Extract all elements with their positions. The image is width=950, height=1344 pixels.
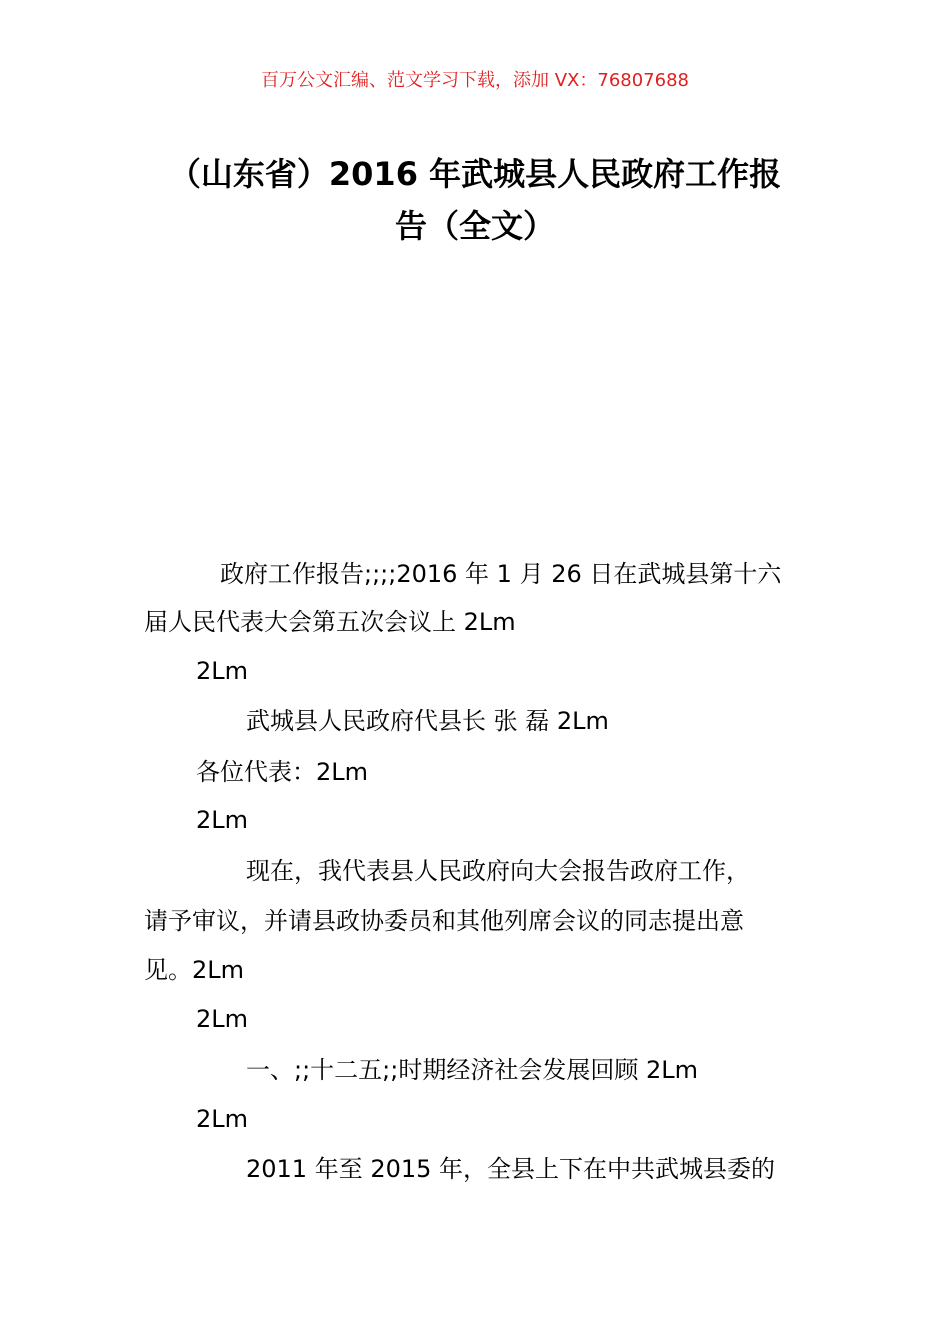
paragraph-line: 政府工作报告;;;;2016 年 1 月 26 日在武城县第十六 xyxy=(220,560,782,588)
section-heading: 一、;;十二五;;时期经济社会发展回顾 2Lm xyxy=(246,1056,698,1084)
paragraph-line: 2Lm xyxy=(196,1005,249,1033)
paragraph-line: 届人民代表大会第五次会议上 2Lm xyxy=(144,608,516,636)
paragraph-line: 2011 年至 2015 年，全县上下在中共武城县委的 xyxy=(246,1155,776,1183)
paragraph-line: 请予审议，并请县政协委员和其他列席会议的同志提出意 xyxy=(144,907,744,935)
document-title-line-1: （山东省）2016 年武城县人民政府工作报 xyxy=(168,155,782,193)
paragraph-line: 现在，我代表县人民政府向大会报告政府工作， xyxy=(246,857,750,885)
speaker-line: 武城县人民政府代县长 张 磊 2Lm xyxy=(246,707,609,735)
document-title xyxy=(140,148,810,252)
salutation-line: 各位代表：2Lm xyxy=(196,758,369,786)
paragraph-line: 2Lm xyxy=(196,806,249,834)
header-watermark-note: 百万公文汇编、范文学习下载，添加 VX：76807688 xyxy=(261,70,689,91)
paragraph-line: 见。2Lm xyxy=(144,956,245,984)
paragraph-line: 2Lm xyxy=(196,1105,249,1133)
document-title-line-2: 告（全文） xyxy=(394,207,555,245)
paragraph-line: 2Lm xyxy=(196,657,249,685)
